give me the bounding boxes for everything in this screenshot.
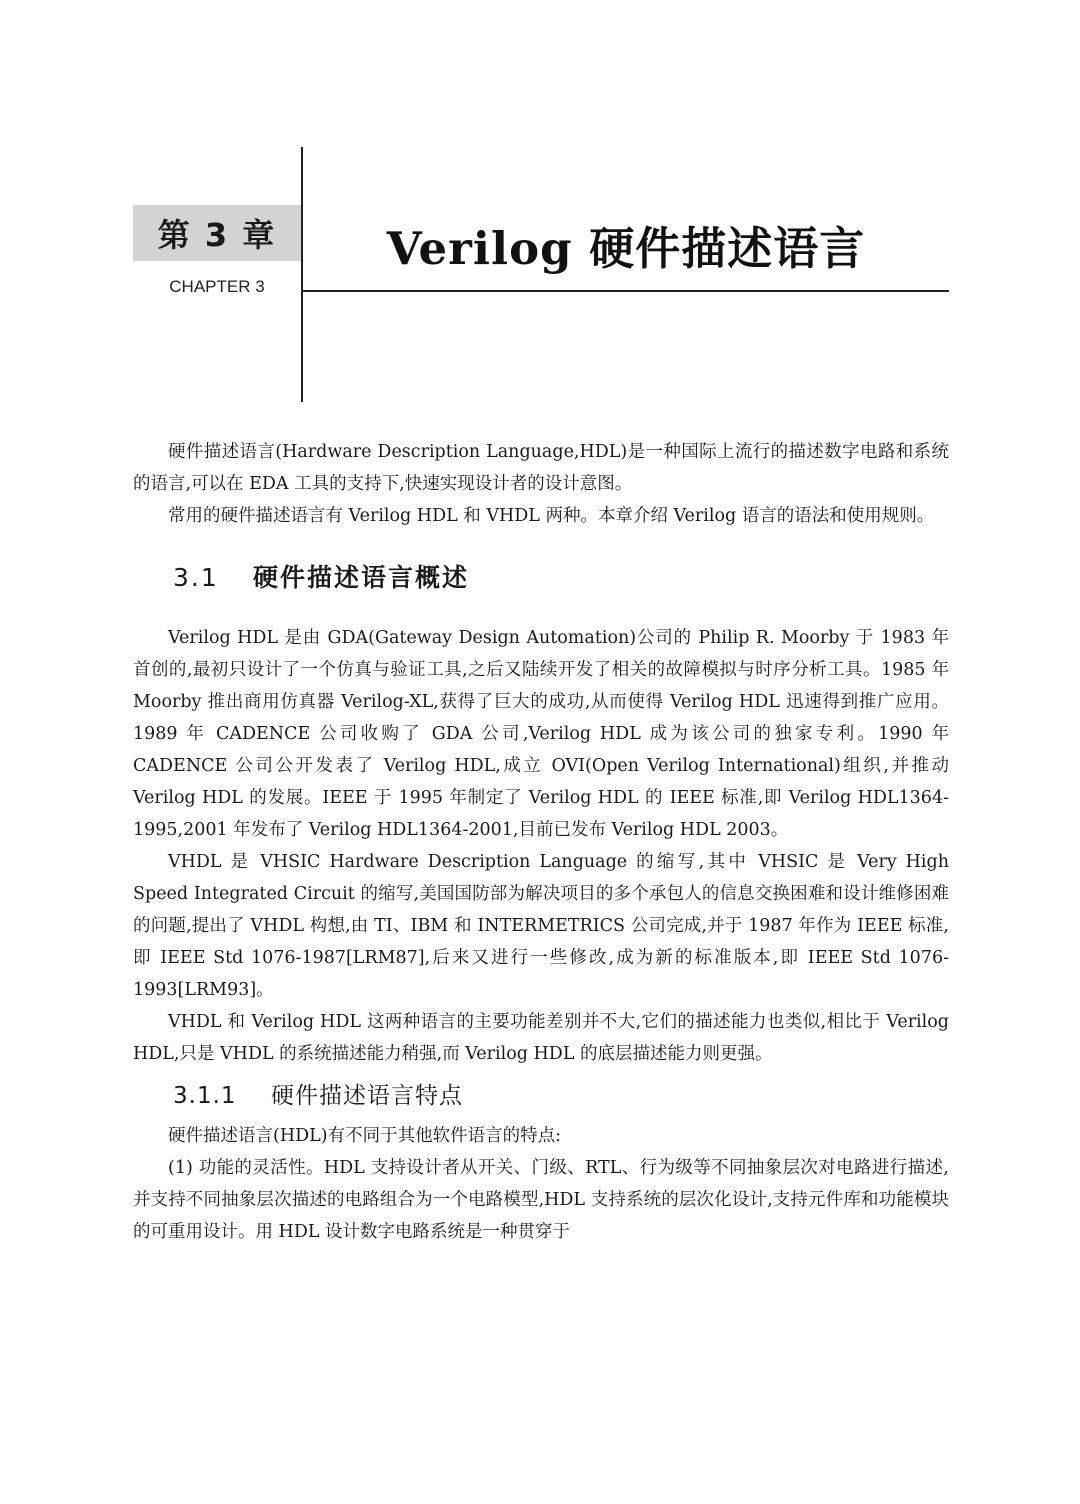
subsection-number: 3.1.1 [173,1083,237,1109]
body-paragraph: 硬件描述语言(HDL)有不同于其他软件语言的特点: [168,1126,561,1146]
chapter-label: 第 3 章 [133,205,301,261]
chapter-title: Verilog 硬件描述语言 [386,222,866,275]
body-paragraph: VHDL 和 Verilog HDL 这两种语言的主要功能差别并不大,它们的描述能力也类似,相比于 Verilog HDL,只是 VHDL 的系统描述能力稍强,而 Verilog HDL 的底层描述能力则更强。 [133,1012,949,1064]
section-heading [133,558,949,598]
intro-paragraph: 硬件描述语言(Hardware Description Language,HDL)是一种国际上流行的描述数字电路和系统的语言,可以在 EDA 工具的支持下,快速实现设计者的设计意图。 [133,442,949,494]
body-paragraph: VHDL 是 VHSIC Hardware Description Language 的缩写,其中 VHSIC 是 Very High Speed Integrated Circuit 的缩写,美国国防部为解决项目的多个承包人的信息交换困难和设计维修困难的问题,提出了 VHDL 构想,由 TI、IBM 和 INTERMETRICS 公司完成,并于 1987 年作为 IEEE 标准,即 IEEE Std 1076-1987[LRM87],后来又进行一些修改,成为新的标准版本,即 IEEE Std 1076-1993[LRM93]。 [133,852,949,1000]
subsection-heading [133,1078,949,1114]
body-paragraph: (1) 功能的灵活性。HDL 支持设计者从开关、门级、RTL、行为级等不同抽象层次对电路进行描述,并支持不同抽象层次描述的电路组合为一个电路模型,HDL 支持系统的层次化设计,支持元件库和功能模块的可重用设计。用 HDL 设计数字电路系统是一种贯穿于 [133,1158,949,1242]
intro-paragraph: 常用的硬件描述语言有 Verilog HDL 和 VHDL 两种。本章介绍 Verilog 语言的语法和使用规则。 [168,506,935,526]
subsection-title: 硬件描述语言特点 [271,1083,463,1109]
page-body [133,436,949,1248]
section-number: 3.1 [173,563,219,592]
chapter-label-en: CHAPTER 3 [169,277,265,296]
body-paragraph: Verilog HDL 是由 GDA(Gateway Design Automation)公司的 Philip R. Moorby 于 1983 年首创的,最初只设计了一个仿真与验证工具,之后又陆续开发了相关的故障模拟与时序分析工具。1985 年 Moorby 推出商用仿真器 Verilog-XL,获得了巨大的成功,从而使得 Verilog HDL 迅速得到推广应用。1989 年 CADENCE 公司收购了 GDA 公司,Verilog HDL 成为该公司的独家专利。1990 年 CADENCE 公司公开发表了 Verilog HDL,成立 OVI(Open Verilog International)组织,并推动 Verilog HDL 的发展。IEEE 于 1995 年制定了 Verilog HDL 的 IEEE 标准,即 Verilog HDL1364-1995,2001 年发布了 Verilog HDL1364-2001,目前已发布 Verilog HDL 2003。 [133,628,949,840]
horizontal-divider [303,290,949,292]
section-title: 硬件描述语言概述 [253,563,470,592]
